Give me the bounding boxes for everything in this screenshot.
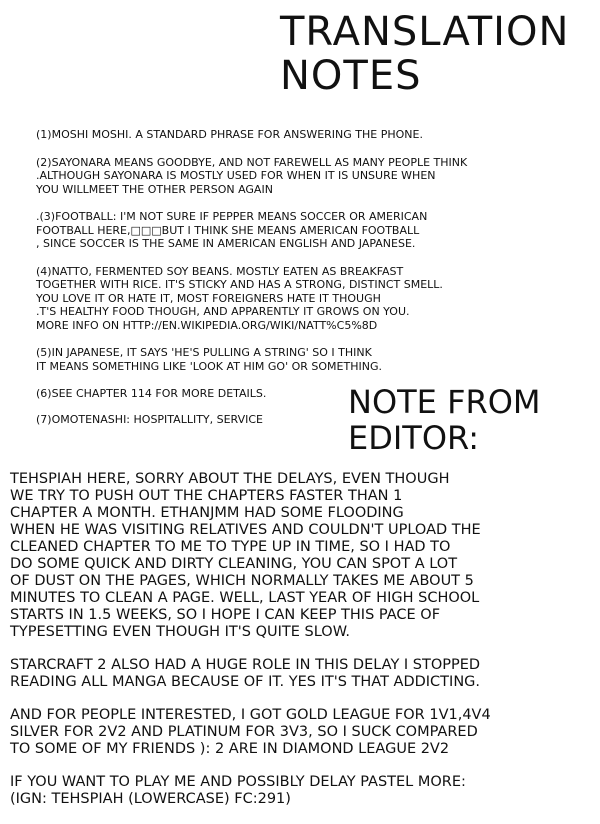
editor-line: TEHSPIAH HERE, SORRY ABOUT THE DELAYS, EVEN THOUGH [10,471,450,487]
editor-line: IF YOU WANT TO PLAY ME AND POSSIBLY DELAY PASTEL MORE: [10,774,466,790]
editor-line: SILVER FOR 2V2 AND PLATINUM FOR 3V3, SO I SUCK COMPARED [10,724,478,740]
page-title [280,10,569,98]
editor-line: DO SOME QUICK AND DIRTY CLEANING, YOU CAN SPOT A LOT [10,556,458,572]
note-line: YOU WILLMEET THE OTHER PERSON AGAIN [36,182,273,196]
editor-note-body [10,455,590,824]
note-line: (5)IN JAPANESE, IT SAYS 'HE'S PULLING A STRING' SO I THINK [36,346,372,359]
editor-note-title [348,384,541,456]
note-line: .T'S HEALTHY FOOD THOUGH, AND APPARENTLY IT GROWS ON YOU. [36,305,410,318]
note-line: IT MEANS SOMETHING LIKE 'LOOK AT HIM GO' OR SOMETHING. [36,359,382,373]
note-line: TOGETHER WITH RICE. IT'S STICKY AND HAS A STRONG, DISTINCT SMELL. [36,278,443,291]
title-line: TRANSLATION [280,9,570,55]
note-5 [36,346,566,373]
note-line: FOOTBALL HERE,□□□BUT I THINK SHE MEANS AMERICAN FOOTBALL [36,223,420,237]
note-line: (4)NATTO, FERMENTED SOY BEANS. MOSTLY EATEN AS BREAKFAST [36,264,404,278]
editor-line: OF DUST ON THE PAGES, WHICH NORMALLY TAKES ME ABOUT 5 [10,573,474,589]
note-3 [36,210,566,251]
editor-line: STARTS IN 1.5 WEEKS, SO I HOPE I CAN KEEP THIS PACE OF [10,607,441,623]
editor-line: AND FOR PEOPLE INTERESTED, I GOT GOLD LEAGUE FOR 1V1,4V4 [10,707,491,723]
editor-line: WHEN HE WAS VISITING RELATIVES AND COULDN'T UPLOAD THE [10,522,481,538]
note-line: (2)SAYONARA MEANS GOODBYE, AND NOT FAREWELL AS MANY PEOPLE THINK [36,155,468,169]
note-line: (6)SEE CHAPTER 114 FOR MORE DETAILS. [36,387,267,400]
note-1 [36,128,566,142]
note-line: .(3)FOOTBALL: I'M NOT SURE IF PEPPER MEANS SOCCER OR AMERICAN [36,210,428,223]
note-line: , SINCE SOCCER IS THE SAME IN AMERICAN ENGLISH AND JAPANESE. [36,237,416,250]
editor-line: MINUTES TO CLEAN A PAGE. WELL, LAST YEAR OF HIGH SCHOOL [10,590,480,606]
note-2 [36,156,566,197]
editor-line: CLEANED CHAPTER TO ME TO TYPE UP IN TIME, SO I HAD TO [10,539,451,555]
editor-line: CHAPTER A MONTH. ETHANJMM HAD SOME FLOODING [10,505,404,521]
note-line: (1)MOSHI MOSHI. A STANDARD PHRASE FOR ANSWERING THE PHONE. [36,128,423,141]
note-4 [36,265,566,333]
editor-line: (IGN: TEHSPIAH (LOWERCASE) FC:291) [10,791,291,807]
editor-line: READING ALL MANGA BECAUSE OF IT. YES IT'S THAT ADDICTING. [10,674,481,690]
note-line: MORE INFO ON HTTP://EN.WIKIPEDIA.ORG/WIKI/NATT%C5%8D [36,318,378,332]
editor-title-line: EDITOR: [348,419,480,457]
note-line: YOU LOVE IT OR HATE IT, MOST FOREIGNERS HATE IT THOUGH [36,291,381,305]
editor-line: TYPESETTING EVEN THOUGH IT'S QUITE SLOW. [10,624,350,640]
note-line: (7)OMOTENASHI: HOSPITALLITY, SERVICE [36,412,263,426]
title-line: NOTES [280,53,422,99]
note-line: .ALTHOUGH SAYONARA IS MOSTLY USED FOR WHEN IT IS UNSURE WHEN [36,169,436,182]
editor-title-line: NOTE FROM [348,383,541,421]
editor-line: TO SOME OF MY FRIENDS ): 2 ARE IN DIAMOND LEAGUE 2V2 [10,741,450,757]
editor-line: STARCRAFT 2 ALSO HAD A HUGE ROLE IN THIS DELAY I STOPPED [10,657,481,673]
editor-line: WE TRY TO PUSH OUT THE CHAPTERS FASTER THAN 1 [10,488,403,504]
